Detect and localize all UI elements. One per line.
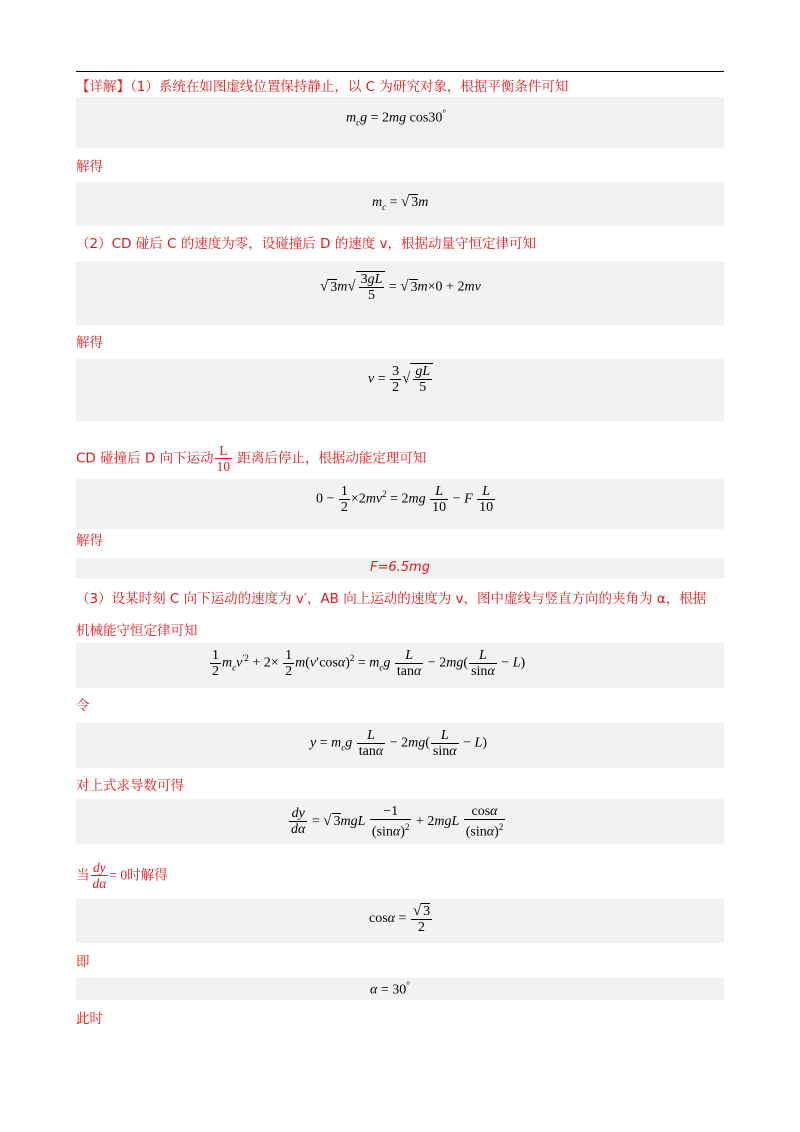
when-before: 当 [76,867,90,884]
equation-block-1 [76,97,724,148]
part2-paragraph: （2）CD 碰后 C 的速度为零，设碰撞后 D 的速度 v，根据动量守恒定律可知 [76,236,536,252]
part3-paragraph-line2: 机械能守恒定律可知 [76,623,198,639]
equation-2: $m_c$ = √ 3m [372,194,429,212]
equation-8: $\frac{dy}{d\alpha}$ = √ 3mgL $\frac{-1}{(\sin\alpha)^2}$ + 2mgL $\frac{\cos\alpha}{(\sin\alpha)^2}$ [291,804,504,840]
equation-block-6 [76,643,724,688]
now-label: 此时 [76,1011,103,1027]
dy-numerator: dy [93,860,106,875]
ji-label: 即 [76,954,90,970]
equation-10: α = 30° [370,980,410,998]
intro-text: （1）系统在如图虚线位置保持静止，以 C 为研究对象，根据平衡条件可知 [130,79,569,95]
equation-7: $y = m_cg$ $\frac{L}{\tan\alpha}$ − 2mg( $\frac{L}{\sin\alpha}$ − L) [310,728,487,759]
p3-after: 距离后停止，根据动能定理可知 [233,450,427,467]
equation-block-5 [76,479,724,529]
frac-numerator: L [215,443,233,459]
derivative-label: 对上式求导数可得 [76,778,184,794]
equation-3: √ 3m√ $\frac{3gL}{5}$ = √ 3m×0 + 2mv [320,272,481,303]
equation-6: $\frac{1}{2}$ $m_cv^{'2} + 2\times$ $\frac{1}{2}$ $m(v'\cos\alpha)^2 = m_cg$ $\frac{L}{\tan\alpha}$ − 2mg( $\frac{L}{\sin\alpha}$ − L) [212,648,526,679]
when-after: 时解得 [127,867,168,884]
let-label: 令 [76,698,90,714]
equation-block-10 [76,978,724,1000]
equation-5: 0 − $\frac{1}{2}$ $\times 2mv^2 = 2mg$ $\frac{L}{10}$ − F $\frac{L}{10}$ [316,484,494,515]
intro-paragraph [76,78,568,96]
equation-4: v = $\frac{3}{2}$ √ $\frac{gL}{5}$ [368,363,433,395]
equation-block-3 [76,261,724,325]
fraction-l-over-10 [215,443,233,474]
part3-paragraph-line1: （3）设某时刻 C 向下运动的速度为 v′，AB 向上运动的速度为 v，图中虚线与竖直方向的夹角为 α，根据 [76,591,707,607]
when-line [76,860,168,891]
result-force: F=6.5mg [370,560,430,575]
equation-block-4 [76,359,724,421]
equation-1: $m_cg = 2mg$ cos30° [346,108,446,128]
equation-9: cosα = $\frac{√ 3}{2}$ [369,903,431,935]
when-mid: = 0 [109,867,128,883]
solve-label-1: 解得 [76,159,103,175]
detail-heading: 【详解】 [76,79,130,95]
equation-block-9 [76,899,724,943]
solve-label-3: 解得 [76,533,103,549]
top-rule [76,71,724,72]
equation-block-8 [76,799,724,844]
equation-block-7 [76,723,724,768]
equation-block-2 [76,182,724,226]
solve-label-2: 解得 [76,335,103,351]
p3-before: CD 碰撞后 D 向下运动 [76,450,214,467]
frac-denominator: 10 [216,459,231,474]
dalpha-denominator: dα [92,876,107,891]
fraction-dy-dalpha [91,860,109,891]
part2-continued-paragraph [76,443,426,474]
result-block-1 [76,558,724,579]
